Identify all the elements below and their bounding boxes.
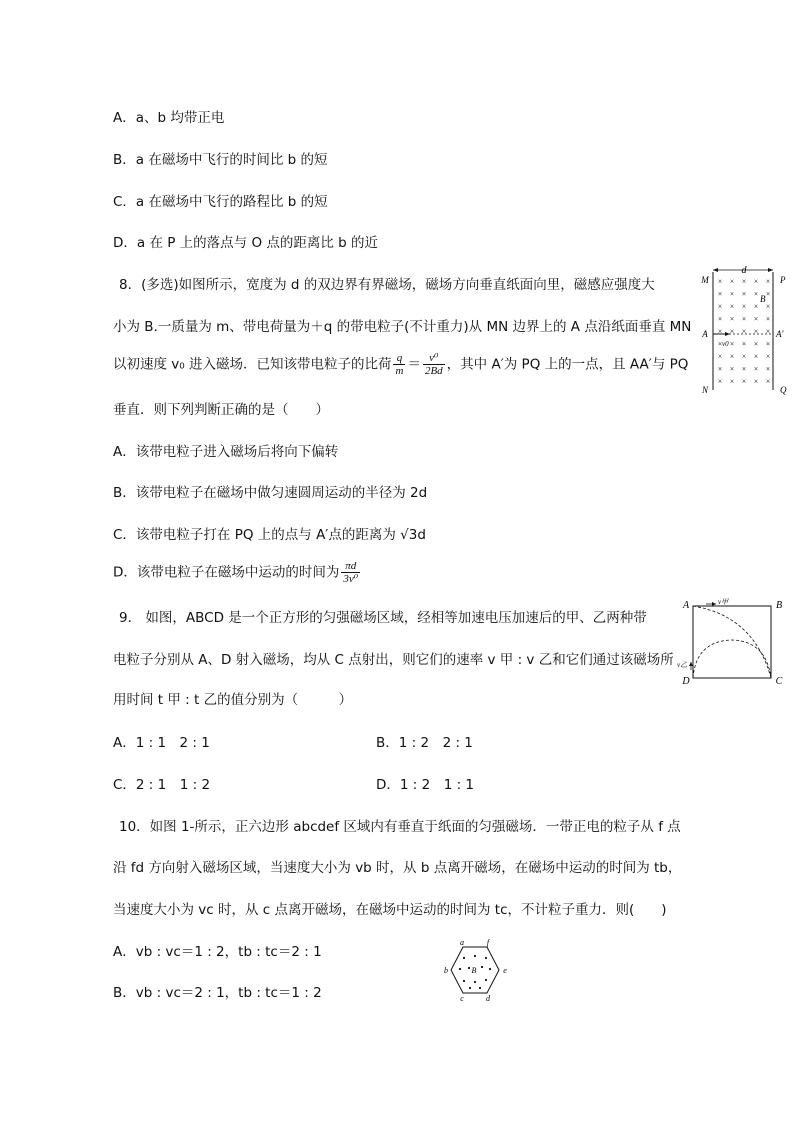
- q9-stem-line2: 电粒子分别从 A、D 射入磁场，均从 C 点射出，则它们的速率 v 甲 : v 乙和它们通过该磁场所: [113, 652, 674, 668]
- field-cross-mark: ×: [753, 277, 759, 286]
- field-cross-mark: ×: [753, 302, 759, 311]
- field-cross-mark: ×: [765, 289, 771, 299]
- fraction-denominator: 2Bd: [424, 365, 443, 377]
- field-cross-mark: ×: [753, 327, 759, 336]
- field-dot-mark: [459, 968, 461, 970]
- field-dot-mark: [474, 981, 476, 983]
- label-b: B: [775, 600, 783, 611]
- label-b-field: B: [471, 966, 477, 975]
- q8-stem-line4: 垂直．则下列判断正确的是（ ）: [113, 402, 329, 418]
- q9-option-d: D．1 : 2 1 : 1: [376, 777, 475, 793]
- q9-stem-line1: 9． 如图，ABCD 是一个正方形的匀强磁场区域，经相等加速电压加速后的甲、乙两种带: [119, 610, 647, 626]
- label-m: M: [701, 275, 709, 285]
- field-cross-mark: ×: [753, 364, 759, 374]
- label-a: a: [460, 938, 464, 947]
- q10-option-a: A．vb : vc＝1 : 2，tb : tc＝2 : 1: [113, 944, 322, 960]
- field-cross-mark: ×: [729, 289, 735, 299]
- q8-stem-line2: 小为 B.一质量为 m、带电荷量为＋q 的带电粒子(不计重力)从 MN 边界上的 A 点沿纸面垂直 MN: [113, 319, 692, 335]
- fraction-numerator: πd: [341, 560, 360, 573]
- equals-sign: ＝: [407, 356, 421, 373]
- field-cross-mark: ×: [753, 352, 759, 361]
- field-cross-mark: ×: [753, 377, 759, 386]
- field-cross-mark: ×: [765, 302, 771, 311]
- field-cross-mark: ×: [717, 277, 723, 286]
- field-cross-mark: ×: [717, 364, 723, 374]
- label-b-field: B: [760, 294, 766, 304]
- q8-charge-ratio-fraction: [393, 352, 405, 377]
- field-cross-mark: ×: [717, 352, 723, 361]
- field-dot-mark: [474, 955, 476, 957]
- q9-option-a: A．1 : 1 2 : 1: [113, 735, 210, 751]
- field-dot-mark: [463, 980, 465, 982]
- q10-stem-line1: 10．如图 1-所示，正六边形 abcdef 区域内有垂直于纸面的匀强磁场．一带正电的粒子从 f 点: [119, 819, 681, 835]
- field-cross-mark: ×: [741, 277, 747, 286]
- fraction-denominator: 3v⁰: [343, 573, 359, 585]
- field-cross-mark: ×: [717, 289, 723, 299]
- field-cross-mark: ×: [729, 377, 735, 386]
- field-cross-mark: ×: [729, 302, 735, 311]
- q7-option-c: C．a 在磁场中飞行的路程比 b 的短: [113, 194, 328, 210]
- width-label-d: d: [741, 265, 747, 276]
- fraction-numerator: q: [393, 352, 405, 365]
- q8-magnetic-field-figure: [700, 262, 790, 398]
- field-cross-mark: ×: [753, 339, 759, 349]
- q8-option-a: A．该带电粒子进入磁场后将向下偏转: [113, 444, 339, 460]
- q10-stem-line3: 当速度大小为 vc 时，从 c 点离开磁场，在磁场中运动的时间为 tc，不计粒子重力．则( ): [113, 902, 667, 918]
- field-cross-mark: ×: [765, 327, 771, 336]
- label-a-prime: A′: [776, 329, 784, 339]
- field-cross-mark: ×: [765, 339, 771, 349]
- label-f: f: [486, 938, 490, 947]
- field-dot-mark: [468, 967, 470, 969]
- field-cross-mark: ×: [729, 327, 735, 336]
- label-n: N: [701, 385, 709, 395]
- field-cross-mark: ×: [717, 339, 723, 349]
- label-v-yi: v乙: [677, 661, 688, 669]
- field-cross-mark: ×: [741, 364, 747, 374]
- q10-hexagon-field-figure: [440, 938, 516, 1004]
- label-a: A: [702, 329, 708, 339]
- q7-option-b: B．a 在磁场中飞行的时间比 b 的短: [113, 152, 328, 168]
- label-b: b: [444, 966, 448, 975]
- label-d: d: [486, 994, 490, 1003]
- field-cross-mark: ×: [741, 377, 747, 386]
- q8-velocity-fraction: [423, 352, 445, 377]
- q9-option-c: C．2 : 1 1 : 2: [113, 777, 211, 793]
- q8-option-b: B．该带电粒子在磁场中做匀速圆周运动的半径为 2d: [113, 485, 428, 501]
- q8-stem-line3-text: 以初速度 v₀ 进入磁场．已知该带电粒子的比荷: [113, 356, 392, 373]
- label-c: c: [460, 994, 464, 1003]
- field-cross-mark: ×: [765, 314, 771, 324]
- field-dot-mark: [485, 979, 487, 981]
- q8-option-d-text: D．该带电粒子在磁场中运动的时间为: [113, 564, 340, 581]
- q10-option-b: B．vb : vc＝2 : 1，tb : tc＝1 : 2: [113, 985, 322, 1001]
- field-cross-mark: ×: [741, 352, 747, 361]
- field-cross-mark: ×: [765, 277, 771, 286]
- field-cross-mark: ×: [741, 339, 747, 349]
- field-cross-mark: ×: [741, 314, 747, 324]
- label-a: A: [682, 600, 690, 611]
- q8-option-c: C．该带电粒子打在 PQ 上的点与 A′点的距离为 √3d: [113, 527, 426, 543]
- field-dot-mark: [463, 957, 465, 959]
- field-cross-mark: ×: [765, 364, 771, 374]
- q8-stem-line3: [113, 352, 688, 377]
- label-e: e: [503, 966, 507, 975]
- field-cross-mark: ×: [729, 314, 735, 324]
- field-cross-mark: ×: [729, 339, 735, 349]
- field-cross-mark: ×: [741, 327, 747, 336]
- q8-option-d: [113, 560, 362, 585]
- field-dot-mark: [489, 968, 491, 970]
- q7-option-a: A．a、b 均带正电: [113, 110, 225, 126]
- q9-option-b: B．1 : 2 2 : 1: [376, 735, 473, 751]
- field-dot-mark: [481, 966, 483, 968]
- field-cross-mark: ×: [717, 377, 723, 386]
- label-c: C: [775, 676, 783, 687]
- field-cross-mark: ×: [729, 364, 735, 374]
- field-cross-mark: ×: [729, 277, 735, 286]
- fraction-denominator: m: [395, 365, 404, 377]
- q10-stem-line2: 沿 fd 方向射入磁场区域，当速度大小为 vb 时，从 b 点离开磁场，在磁场中运动的时间为 tb，: [113, 860, 682, 876]
- label-q: Q: [780, 385, 787, 395]
- field-cross-mark: ×: [717, 327, 723, 336]
- field-cross-mark: ×: [753, 289, 759, 299]
- q8-stem-line3-tail: ，其中 A′为 PQ 上的一点，且 AA′与 PQ: [446, 356, 689, 373]
- field-dot-mark: [485, 957, 487, 959]
- field-cross-mark: ×: [765, 377, 771, 386]
- field-cross-mark: ×: [741, 289, 747, 299]
- label-d: D: [682, 676, 690, 687]
- q7-option-d: D．a 在 P 上的落点与 O 点的距离比 b 的近: [113, 235, 379, 251]
- q9-square-field-figure: [676, 596, 790, 688]
- label-v0: v0: [722, 340, 729, 348]
- field-cross-mark: ×: [717, 302, 723, 311]
- field-cross-mark: ×: [729, 352, 735, 361]
- field-cross-mark: ×: [717, 314, 723, 324]
- q8-time-fraction: [341, 560, 360, 585]
- field-cross-mark: ×: [753, 314, 759, 324]
- field-dot-mark: [469, 987, 471, 989]
- label-v-jia: v甲: [718, 598, 729, 606]
- label-p: P: [780, 275, 786, 285]
- q9-stem-line3: 用时间 t 甲 : t 乙的值分别为（ ）: [113, 692, 353, 708]
- field-dot-mark: [479, 987, 481, 989]
- q8-stem-line1: 8．(多选)如图所示，宽度为 d 的双边界有界磁场，磁场方向垂直纸面向里，磁感应强度大: [119, 277, 655, 293]
- field-cross-mark: ×: [741, 302, 747, 311]
- field-cross-mark: ×: [765, 352, 771, 361]
- fraction-numerator: v⁰: [423, 352, 445, 365]
